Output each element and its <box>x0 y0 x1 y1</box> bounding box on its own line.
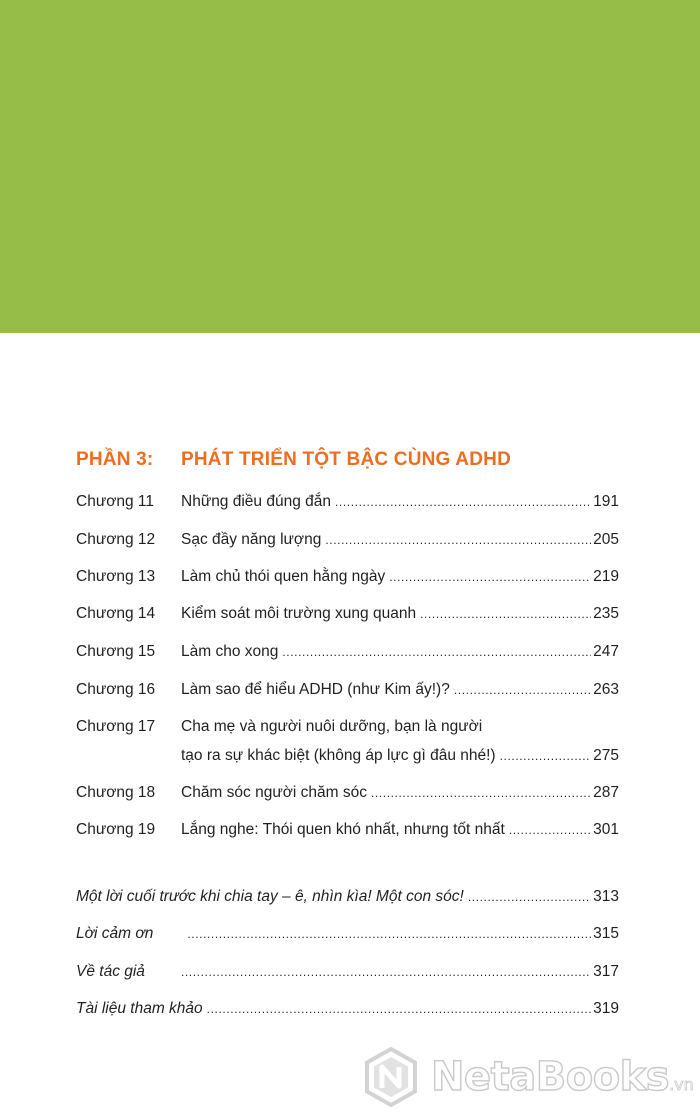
chapter-title: tạo ra sự khác biệt (không áp lực gì đâu nhé!) <box>181 747 496 764</box>
chapter-title: Làm cho xong <box>181 643 279 660</box>
page-number: 313 <box>593 888 619 905</box>
page-number: 263 <box>593 681 619 698</box>
toc-entry-chapter-17-continued[interactable] <box>76 745 619 767</box>
page-number: 275 <box>593 747 619 764</box>
chapter-title: Chăm sóc người chăm sóc <box>181 784 367 801</box>
section-title: Về tác giả <box>76 963 145 980</box>
part-heading <box>76 449 636 471</box>
toc-entry-chapter-12[interactable] <box>76 529 619 551</box>
toc-entry-references[interactable] <box>76 998 619 1020</box>
chapter-label: Chương 16 <box>76 681 156 698</box>
toc-entry-chapter-17[interactable] <box>76 716 619 738</box>
dot-leader <box>187 923 591 945</box>
page-number: 191 <box>593 493 619 510</box>
page-number: 317 <box>593 963 619 980</box>
section-title: Một lời cuối trước khi chia tay – ê, nhìn kìa! Một con sóc! <box>76 888 464 905</box>
chapter-label: Chương 13 <box>76 568 156 585</box>
toc-entry-chapter-19[interactable] <box>76 819 619 841</box>
chapter-label: Chương 17 <box>76 718 156 735</box>
chapter-label: Chương 11 <box>76 493 154 510</box>
dot-leader <box>420 603 591 625</box>
chapter-label: Chương 19 <box>76 821 156 838</box>
dot-leader <box>454 679 591 701</box>
chapter-title-line-1: Cha mẹ và người nuôi dưỡng, bạn là người <box>181 718 483 735</box>
watermark-brand: NetaBooks <box>431 1054 670 1100</box>
toc-entry-chapter-14[interactable] <box>76 603 619 625</box>
chapter-title: Làm sao để hiểu ADHD (như Kim ấy!)? <box>181 681 450 698</box>
page-number: 287 <box>593 784 619 801</box>
chapter-title: Lắng nghe: Thói quen khó nhất, nhưng tốt nhất <box>181 821 505 838</box>
dot-leader <box>389 566 591 588</box>
page-number: 205 <box>593 531 619 548</box>
dot-leader <box>509 819 591 841</box>
green-header-banner <box>0 0 700 333</box>
dot-leader <box>207 998 591 1020</box>
dot-leader <box>325 529 591 551</box>
watermark-suffix: .vn <box>669 1075 694 1094</box>
toc-entry-chapter-15[interactable] <box>76 641 619 663</box>
part-title: PHÁT TRIỂN TỘT BẬC CÙNG ADHD <box>181 449 511 470</box>
toc-entry-about-author[interactable] <box>76 961 619 983</box>
dot-leader <box>371 782 591 804</box>
watermark <box>363 1046 693 1110</box>
toc-entry-acknowledgements[interactable] <box>76 923 619 945</box>
watermark-text <box>431 1054 694 1100</box>
page-number: 315 <box>593 925 619 942</box>
page-number: 235 <box>593 605 619 622</box>
part-label: PHẦN 3: <box>76 449 154 470</box>
chapter-title: Làm chủ thói quen hằng ngày <box>181 568 386 585</box>
dot-leader <box>181 961 591 983</box>
toc-entry-chapter-13[interactable] <box>76 566 619 588</box>
toc-entry-chapter-16[interactable] <box>76 679 619 701</box>
page-number: 301 <box>593 821 619 838</box>
chapter-title: Sạc đầy năng lượng <box>181 531 322 548</box>
chapter-title: Kiểm soát môi trường xung quanh <box>181 605 417 622</box>
dot-leader <box>282 641 591 663</box>
chapter-label: Chương 14 <box>76 605 156 622</box>
page-number: 319 <box>593 1000 619 1017</box>
chapter-label: Chương 18 <box>76 784 156 801</box>
dot-leader <box>500 745 592 767</box>
chapter-label: Chương 15 <box>76 643 156 660</box>
section-title: Lời cảm ơn <box>76 925 154 942</box>
netabooks-logo-icon <box>363 1046 419 1108</box>
dot-leader <box>335 491 591 513</box>
chapter-title: Những điều đúng đắn <box>181 493 331 510</box>
dot-leader <box>468 886 591 908</box>
toc-entry-final-word[interactable] <box>76 886 619 908</box>
chapter-label: Chương 12 <box>76 531 156 548</box>
section-title: Tài liệu tham khảo <box>76 1000 203 1017</box>
page-number: 219 <box>593 568 619 585</box>
page-number: 247 <box>593 643 619 660</box>
toc-entry-chapter-11[interactable] <box>76 491 619 513</box>
toc-entry-chapter-18[interactable] <box>76 782 619 804</box>
